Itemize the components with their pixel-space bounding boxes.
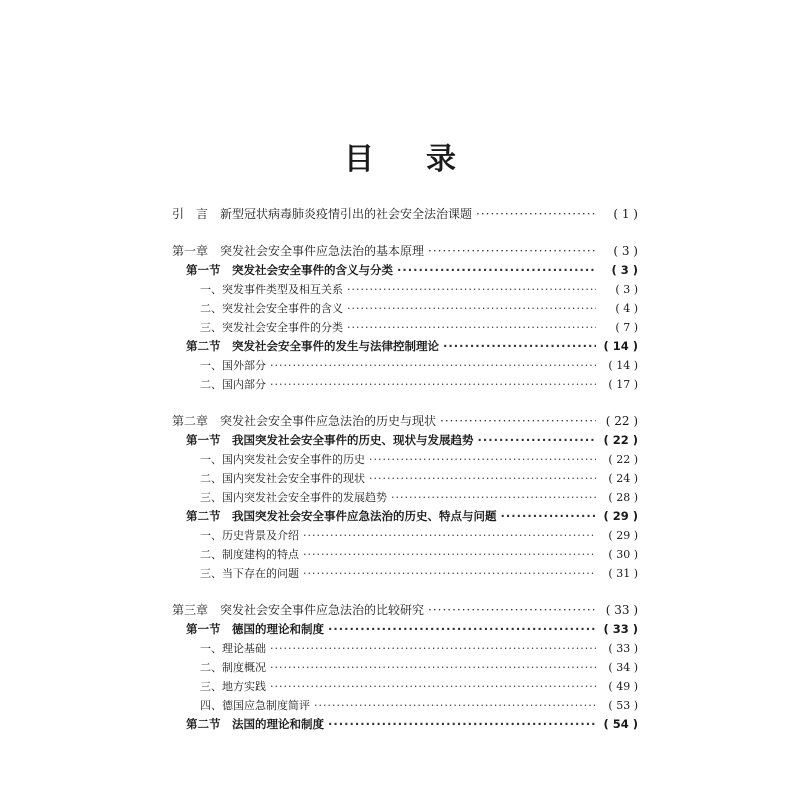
toc-subsection-entry[interactable]: [172, 318, 638, 337]
toc-section-entry[interactable]: [172, 261, 638, 280]
toc-section-entry[interactable]: [172, 337, 638, 356]
chapter-spacer: [172, 224, 638, 242]
toc-page-number: ( 14 ): [608, 359, 638, 372]
toc-subsection-entry[interactable]: [172, 677, 638, 696]
dot-leader: [391, 488, 596, 507]
toc-entry-title: 二、国内部分: [200, 378, 266, 391]
toc-page-number: ( 17 ): [608, 378, 638, 391]
toc-page-number: ( 4 ): [615, 302, 638, 315]
dot-leader: [347, 280, 596, 299]
chapter-spacer: [172, 583, 638, 601]
dot-leader: [270, 639, 596, 658]
dot-leader: [328, 715, 596, 734]
toc-page-number: ( 3 ): [611, 263, 638, 277]
toc-page-number: ( 7 ): [615, 321, 638, 334]
toc-page-number: ( 49 ): [608, 680, 638, 693]
toc-entry-title: 第一节 德国的理论和制度: [186, 622, 324, 636]
toc-entry-title: 二、制度概况: [200, 661, 266, 674]
toc-page-number: ( 28 ): [608, 491, 638, 504]
toc-page-number: ( 53 ): [608, 699, 638, 712]
toc-entry-title: 二、制度建构的特点: [200, 548, 299, 561]
toc-page-number: ( 3 ): [615, 283, 638, 296]
toc-entry-title: 三、国内突发社会安全事件的发展趋势: [200, 491, 387, 504]
toc-page-number: ( 22 ): [608, 453, 638, 466]
toc-subsection-entry[interactable]: [172, 564, 638, 583]
toc-entry-title: 第二节 我国突发社会安全事件应急法治的历史、特点与问题: [186, 509, 497, 523]
toc-entry-title: 第一节 我国突发社会安全事件的历史、现状与发展趋势: [186, 433, 474, 447]
dot-leader: [397, 261, 596, 280]
dot-leader: [428, 242, 596, 261]
toc-subsection-entry[interactable]: [172, 299, 638, 318]
toc-page-number: ( 14 ): [603, 339, 638, 353]
toc-entry-title: 第二节 法国的理论和制度: [186, 717, 324, 731]
toc-entry-title: 第二章 突发社会安全事件应急法治的历史与现状: [172, 414, 437, 428]
toc-page-number: ( 22 ): [605, 414, 638, 428]
dot-leader: [303, 564, 596, 583]
toc-entry-title: 第三章 突发社会安全事件应急法治的比较研究: [172, 603, 425, 617]
toc-section-entry[interactable]: [172, 507, 638, 526]
toc-page-number: ( 33 ): [605, 603, 638, 617]
toc-entry-title: 二、国内突发社会安全事件的现状: [200, 472, 365, 485]
dot-leader: [303, 545, 596, 564]
toc-entry-title: 第一章 突发社会安全事件应急法治的基本原理: [172, 244, 425, 258]
toc-subsection-entry[interactable]: [172, 545, 638, 564]
toc-section-entry[interactable]: [172, 620, 638, 639]
dot-leader: [443, 337, 596, 356]
toc-page-number: ( 22 ): [603, 433, 638, 447]
title-char-1: 目: [344, 142, 374, 177]
chapter-spacer: [172, 394, 638, 412]
toc-subsection-entry[interactable]: [172, 469, 638, 488]
toc-entry-title: 四、德国应急制度简评: [200, 699, 310, 712]
toc-subsection-entry[interactable]: [172, 526, 638, 545]
toc-page-number: ( 3 ): [613, 244, 638, 258]
toc-entry-title: 一、国外部分: [200, 359, 266, 372]
toc-page-number: ( 33 ): [603, 622, 638, 636]
toc-entry-title: 三、地方实践: [200, 680, 266, 693]
toc-page-number: ( 30 ): [608, 548, 638, 561]
toc-entry-title: 第二节 突发社会安全事件的发生与法律控制理论: [186, 339, 439, 353]
page-title: [0, 134, 800, 178]
toc-page-number: ( 24 ): [608, 472, 638, 485]
toc-subsection-entry[interactable]: [172, 356, 638, 375]
dot-leader: [347, 318, 596, 337]
dot-leader: [270, 677, 596, 696]
dot-leader: [478, 431, 597, 450]
toc-subsection-entry[interactable]: [172, 488, 638, 507]
table-of-contents: [172, 205, 638, 734]
dot-leader: [270, 658, 596, 677]
toc-entry-title: 三、当下存在的问题: [200, 567, 299, 580]
dot-leader: [328, 620, 596, 639]
toc-entry-title: 二、突发社会安全事件的含义: [200, 302, 343, 315]
toc-subsection-entry[interactable]: [172, 450, 638, 469]
toc-page-number: ( 29 ): [608, 529, 638, 542]
dot-leader: [270, 375, 596, 394]
toc-page-number: ( 29 ): [603, 509, 638, 523]
dot-leader: [476, 205, 596, 224]
toc-chapter-entry[interactable]: [172, 601, 638, 620]
toc-chapter-entry[interactable]: [172, 205, 638, 224]
dot-leader: [501, 507, 597, 526]
toc-entry-title: 一、国内突发社会安全事件的历史: [200, 453, 365, 466]
toc-page-number: ( 54 ): [603, 717, 638, 731]
toc-page-number: ( 31 ): [608, 567, 638, 580]
toc-subsection-entry[interactable]: [172, 696, 638, 715]
toc-subsection-entry[interactable]: [172, 280, 638, 299]
toc-entry-title: 第一节 突发社会安全事件的含义与分类: [186, 263, 393, 277]
toc-chapter-entry[interactable]: [172, 242, 638, 261]
dot-leader: [347, 299, 596, 318]
dot-leader: [369, 450, 596, 469]
title-char-2: 录: [426, 142, 456, 177]
dot-leader: [303, 526, 596, 545]
toc-entry-title: 引 言 新型冠状病毒肺炎疫情引出的社会安全法治课题: [172, 207, 473, 221]
toc-subsection-entry[interactable]: [172, 639, 638, 658]
dot-leader: [440, 412, 596, 431]
dot-leader: [314, 696, 596, 715]
toc-section-entry[interactable]: [172, 431, 638, 450]
toc-entry-title: 一、突发事件类型及相互关系: [200, 283, 343, 296]
toc-entry-title: 一、历史背景及介绍: [200, 529, 299, 542]
toc-page-number: ( 34 ): [608, 661, 638, 674]
dot-leader: [369, 469, 596, 488]
toc-section-entry[interactable]: [172, 715, 638, 734]
toc-page-number: ( 1 ): [613, 207, 638, 221]
toc-entry-title: 一、理论基础: [200, 642, 266, 655]
toc-chapter-entry[interactable]: [172, 412, 638, 431]
dot-leader: [428, 601, 596, 620]
toc-entry-title: 三、突发社会安全事件的分类: [200, 321, 343, 334]
toc-subsection-entry[interactable]: [172, 658, 638, 677]
toc-subsection-entry[interactable]: [172, 375, 638, 394]
dot-leader: [270, 356, 596, 375]
toc-page-number: ( 33 ): [608, 642, 638, 655]
